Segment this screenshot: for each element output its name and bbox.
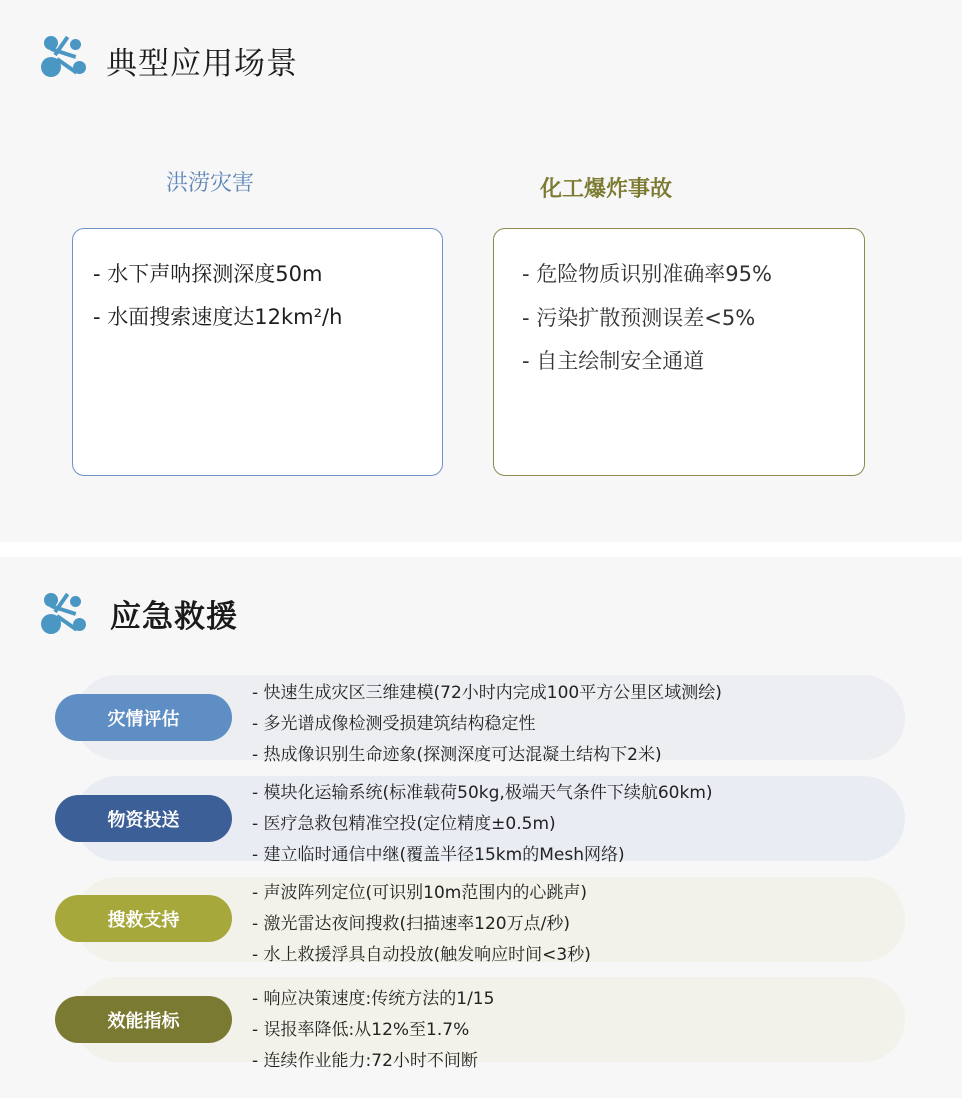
row-line: - 响应决策速度:传统方法的1/15 (252, 989, 495, 1009)
section-title: 应急救援 (110, 599, 238, 635)
category-pill: 搜救支持 (55, 895, 232, 942)
row-line: - 热成像识别生命迹象(探测深度可达混凝土结构下2米) (252, 745, 662, 765)
flood-card (72, 228, 443, 476)
chemical-item: - 危险物质识别准确率95% (522, 262, 772, 286)
row-line: - 水上救援浮具自动投放(触发响应时间<3秒) (252, 945, 591, 965)
flood-title: 洪涝灾害 (166, 171, 255, 196)
row-line: - 声波阵列定位(可识别10m范围内的心跳声) (252, 883, 587, 903)
flood-item: - 水面搜索速度达12km²/h (93, 305, 343, 329)
chemical-card (493, 228, 865, 476)
flood-item: - 水下声呐探测深度50m (93, 262, 323, 286)
molecule-icon (41, 33, 87, 79)
chemical-title: 化工爆炸事故 (540, 177, 673, 202)
category-pill: 效能指标 (55, 996, 232, 1043)
row-line: - 激光雷达夜间搜救(扫描速率120万点/秒) (252, 914, 570, 934)
row-line: - 误报率降低:从12%至1.7% (252, 1020, 470, 1040)
row-line: - 多光谱成像检测受损建筑结构稳定性 (252, 714, 536, 734)
row-line: - 医疗急救包精准空投(定位精度±0.5m) (252, 814, 556, 834)
row-line: - 连续作业能力:72小时不间断 (252, 1051, 478, 1071)
category-pill: 物资投送 (55, 795, 232, 842)
scenarios-panel (0, 0, 962, 542)
molecule-icon (41, 590, 87, 636)
row-line: - 建立临时通信中继(覆盖半径15km的Mesh网络) (252, 845, 625, 865)
row-line: - 快速生成灾区三维建模(72小时内完成100平方公里区域测绘) (252, 683, 722, 703)
chemical-item: - 污染扩散预测误差<5% (522, 306, 756, 330)
page-title: 典型应用场景 (106, 46, 298, 82)
chemical-item: - 自主绘制安全通道 (522, 349, 705, 373)
category-pill: 灾情评估 (55, 694, 232, 741)
row-line: - 模块化运输系统(标准载荷50kg,极端天气条件下续航60km) (252, 783, 713, 803)
